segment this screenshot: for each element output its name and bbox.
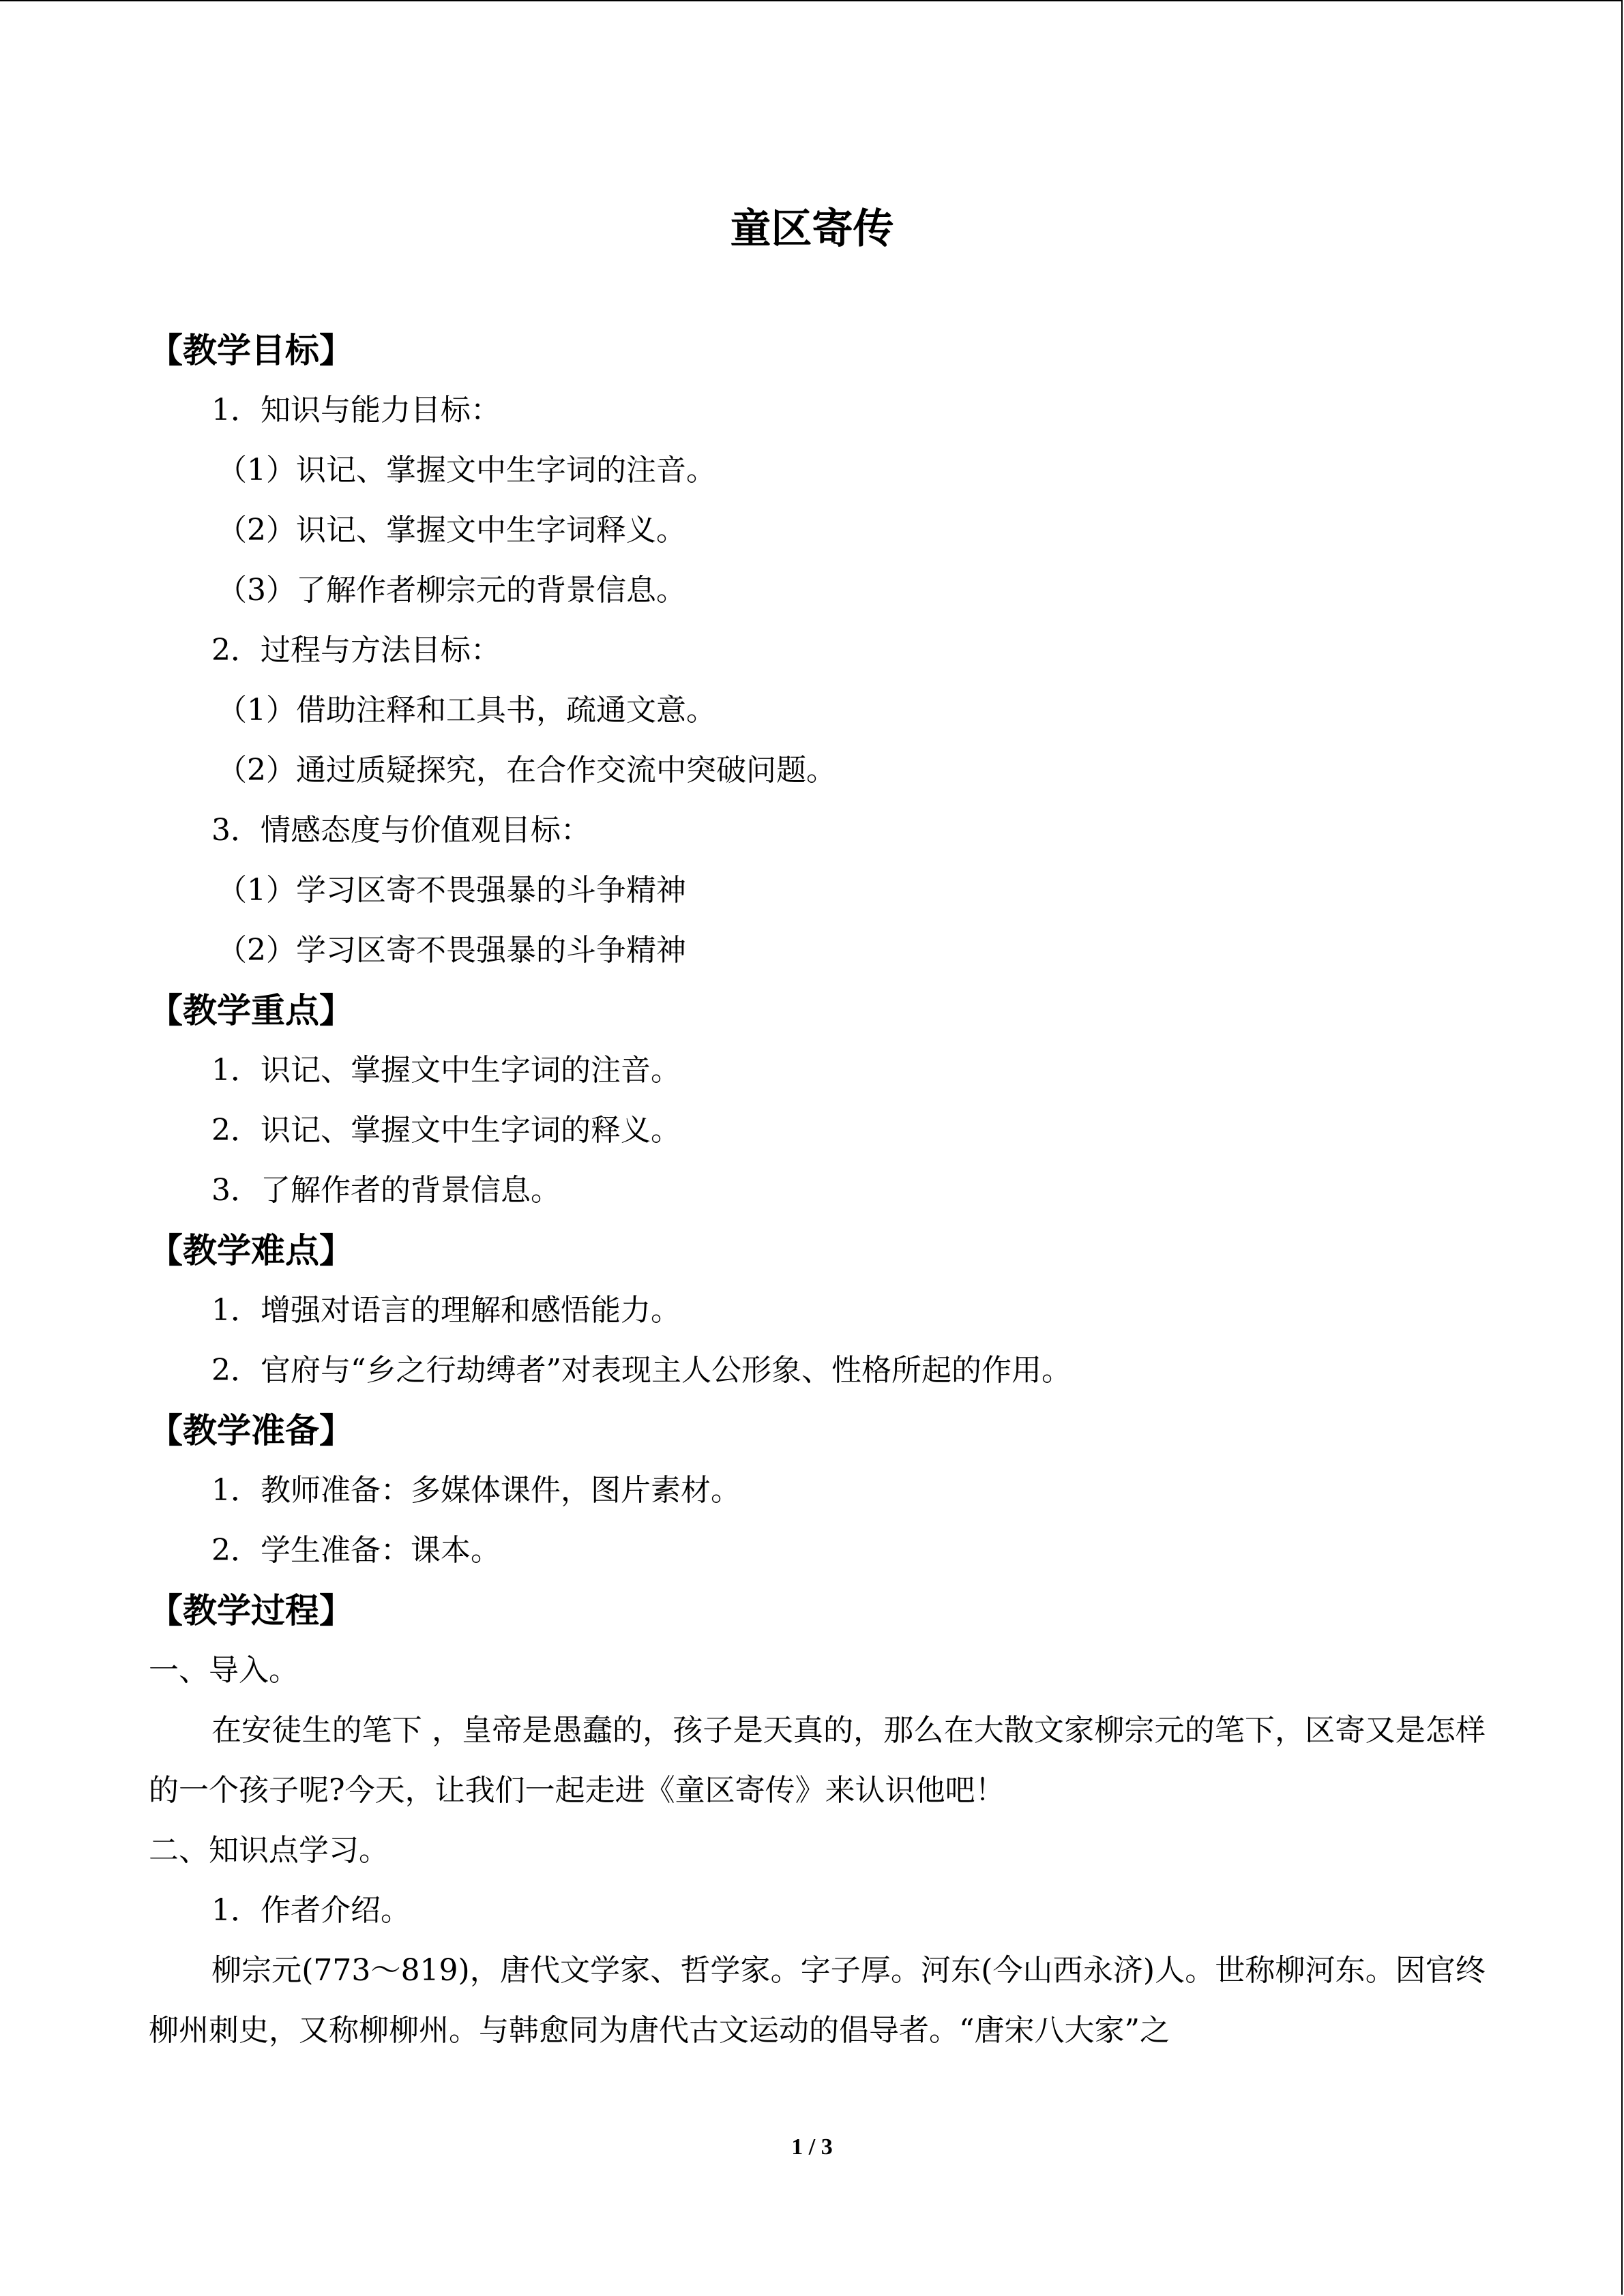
sub-list-item: （1）学习区寄不畏强暴的斗争精神 (217, 873, 686, 908)
step-heading: 一、导入。 (149, 1653, 299, 1688)
list-item: 1．教师准备：多媒体课件，图片素材。 (211, 1473, 741, 1508)
document-title: 童区寄传 (730, 205, 894, 253)
document-body (149, 320, 1486, 2061)
section-heading: 【教学目标】 (149, 331, 353, 370)
section-heading: 【教学过程】 (149, 1591, 353, 1630)
list-item: 2．识记、掌握文中生字词的释义。 (211, 1113, 681, 1148)
list-item: 2．官府与“乡之行劫缚者”对表现主人公形象、性格所起的作用。 (211, 1353, 1072, 1388)
list-item: 1．作者介绍。 (211, 1893, 411, 1928)
list-item: 3．了解作者的背景信息。 (211, 1173, 561, 1208)
sub-list-item: （2）学习区寄不畏强暴的斗争精神 (217, 933, 686, 968)
list-item: 1．增强对语言的理解和感悟能力。 (211, 1293, 681, 1328)
list-item: 3．情感态度与价值观目标： (211, 813, 591, 848)
sub-list-item: （1）识记、掌握文中生字词的注音。 (217, 453, 716, 488)
page-number: 1 / 3 (791, 2134, 833, 2160)
sub-list-item: （2）通过质疑探究，在合作交流中突破问题。 (217, 753, 836, 788)
sub-list-item: （3）了解作者柳宗元的背景信息。 (217, 573, 686, 608)
section-heading: 【教学准备】 (149, 1411, 353, 1450)
paragraph: 柳宗元(773～819)，唐代文学家、哲学家。字子厚。河东(今山西永济)人。世称柳河东。因官终柳州刺史，又称柳柳州。与韩愈同为唐代古文运动的倡导者。“唐宋八大家”之 (149, 1953, 1486, 2048)
sub-list-item: （2）识记、掌握文中生字词释义。 (217, 513, 686, 548)
section-heading: 【教学重点】 (149, 991, 353, 1030)
list-item: 2．过程与方法目标： (211, 633, 501, 668)
list-item: 1．知识与能力目标： (211, 393, 501, 428)
list-item: 2．学生准备：课本。 (211, 1533, 501, 1568)
sub-list-item: （1）借助注释和工具书，疏通文意。 (217, 693, 716, 728)
paragraph: 在安徒生的笔下 ，皇帝是愚蠢的，孩子是天真的，那么在大散文家柳宗元的笔下，区寄又是怎样的一个孩子呢?今天，让我们一起走进《童区寄传》来认识他吧！ (149, 1713, 1486, 1808)
section-heading: 【教学难点】 (149, 1231, 353, 1270)
list-item: 1．识记、掌握文中生字词的注音。 (211, 1053, 681, 1088)
step-heading: 二、知识点学习。 (149, 1833, 389, 1868)
